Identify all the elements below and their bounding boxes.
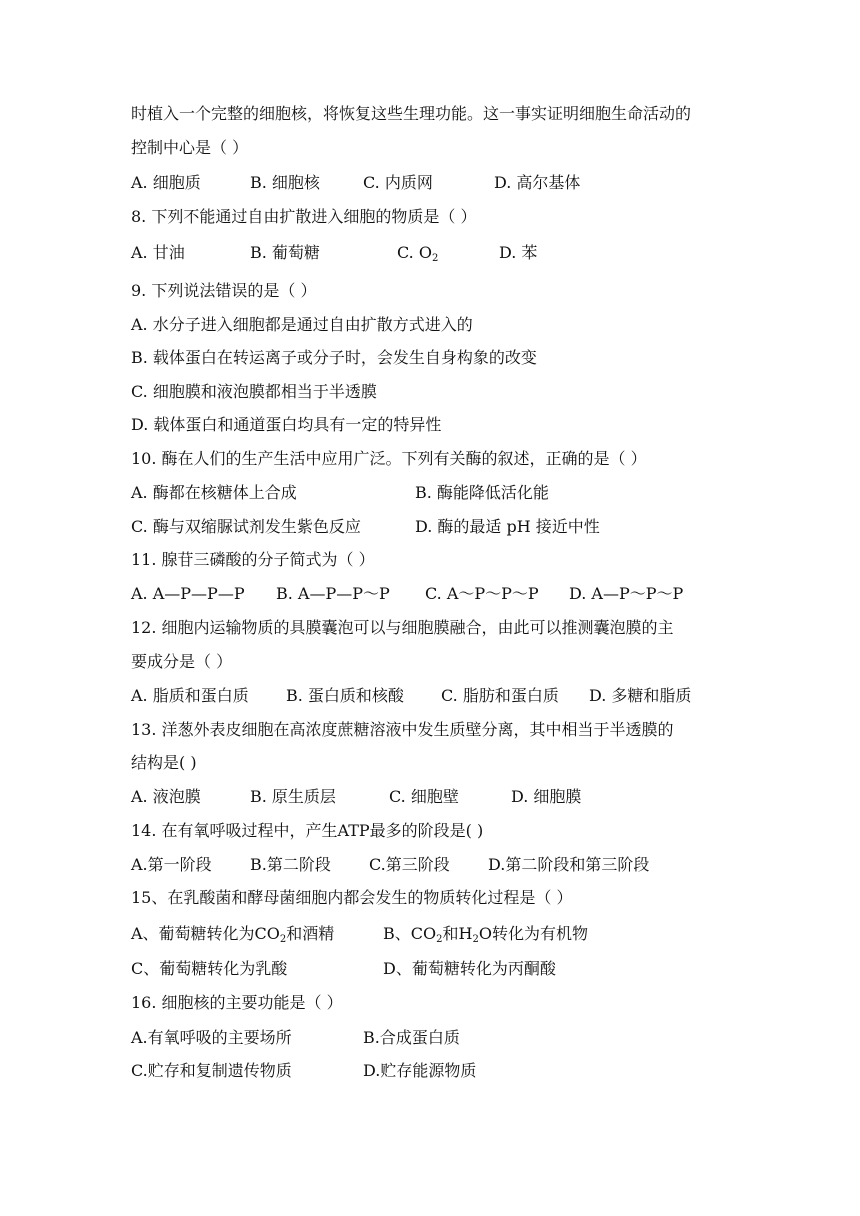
question-7-stem-line-2: 控制中心是（ ）	[131, 138, 249, 157]
subscript: 2	[279, 934, 287, 945]
option-a: A. A—P—P—P	[131, 584, 245, 603]
question-13-stem-line-2: 结构是( )	[131, 753, 197, 772]
option-a: A. 甘油	[131, 243, 185, 262]
option-a: A. 液泡膜	[131, 787, 201, 806]
option-d: D. 细胞膜	[511, 787, 582, 806]
option-b: B. 细胞核	[250, 173, 320, 192]
option-a: A. 脂质和蛋白质	[131, 686, 249, 705]
option-d: D. A—P～P～P	[569, 584, 684, 603]
question-9-stem: 9. 下列说法错误的是（ ）	[131, 281, 317, 300]
option-b: B. 酶能降低活化能	[415, 483, 549, 502]
option-b	[383, 924, 588, 944]
option-d: D. 高尔基体	[494, 173, 581, 192]
option-b: B.第二阶段	[250, 855, 331, 874]
question-9-option-a: A. 水分子进入细胞都是通过自由扩散方式进入的	[131, 315, 473, 334]
question-14-stem: 14. 在有氧呼吸过程中，产生ATP最多的阶段是( )	[131, 821, 484, 840]
option-c: C.贮存和复制遗传物质	[131, 1061, 292, 1080]
subscript: 2	[472, 934, 479, 945]
option-d: D.贮存能源物质	[363, 1061, 477, 1080]
option-b-text-mid: 和H	[442, 924, 473, 943]
option-c-text: C. O	[397, 243, 432, 262]
option-c: C. 酶与双缩脲试剂发生紫色反应	[131, 517, 361, 536]
option-a: A. 酶都在核糖体上合成	[131, 483, 297, 502]
question-9-option-b: B. 载体蛋白在转运离子或分子时，会发生自身构象的改变	[131, 348, 537, 367]
subscript: 2	[436, 934, 443, 945]
option-c: C. A～P～P～P	[425, 584, 539, 603]
option-b: B. 原生质层	[250, 787, 336, 806]
option-b: B. A—P—P～P	[276, 584, 390, 603]
option-c	[397, 243, 438, 263]
question-16-stem: 16. 细胞核的主要功能是（ ）	[131, 993, 343, 1012]
option-b: B.合成蛋白质	[363, 1028, 460, 1047]
question-13-stem-line-1: 13. 洋葱外表皮细胞在高浓度蔗糖溶液中发生质壁分离，其中相当于半透膜的	[131, 720, 674, 739]
option-a-text-end: 和酒精	[286, 924, 335, 943]
option-d: D. 酶的最适 pH 接近中性	[415, 517, 600, 536]
question-9-option-d: D. 载体蛋白和通道蛋白均具有一定的特异性	[131, 415, 442, 434]
option-c: C. 细胞壁	[389, 787, 459, 806]
option-b-text: B、CO	[383, 924, 437, 943]
option-b: B. 葡萄糖	[250, 243, 320, 262]
question-8-stem: 8. 下列不能通过自由扩散进入细胞的物质是（ ）	[131, 207, 477, 226]
option-b-text-end: O转化为有机物	[478, 924, 588, 943]
option-d: D. 苯	[499, 243, 538, 262]
option-a: A.第一阶段	[131, 855, 212, 874]
option-a: A.有氧呼吸的主要场所	[131, 1028, 292, 1047]
option-c: C.第三阶段	[369, 855, 450, 874]
question-11-stem: 11. 腺苷三磷酸的分子简式为（ ）	[131, 550, 375, 569]
option-c: C、葡萄糖转化为乳酸	[131, 959, 288, 978]
option-d: D、葡萄糖转化为丙酮酸	[383, 959, 556, 978]
question-9-option-c: C. 细胞膜和液泡膜都相当于半透膜	[131, 382, 377, 401]
question-12-stem-line-1: 12. 细胞内运输物质的具膜囊泡可以与细胞膜融合，由此可以推测囊泡膜的主	[131, 618, 674, 637]
option-d: D. 多糖和脂质	[589, 686, 692, 705]
option-a-text: A、葡萄糖转化为CO	[131, 924, 280, 943]
option-a	[131, 924, 334, 944]
option-c: C. 脂肪和蛋白质	[441, 686, 559, 705]
question-15-stem: 15、在乳酸菌和酵母菌细胞内都会发生的物质转化过程是（ ）	[131, 888, 573, 907]
option-b: B. 蛋白质和核酸	[286, 686, 404, 705]
option-a: A. 细胞质	[131, 173, 201, 192]
option-c: C. 内质网	[363, 173, 433, 192]
question-10-stem: 10. 酶在人们的生产生活中应用广泛。下列有关酶的叙述，正确的是（ ）	[131, 449, 647, 468]
option-d: D.第二阶段和第三阶段	[488, 855, 650, 874]
question-12-stem-line-2: 要成分是（ ）	[131, 652, 233, 671]
subscript: 2	[431, 253, 439, 264]
question-7-stem-line-1: 时植入一个完整的细胞核，将恢复这些生理功能。这一事实证明细胞生命活动的	[131, 104, 692, 123]
